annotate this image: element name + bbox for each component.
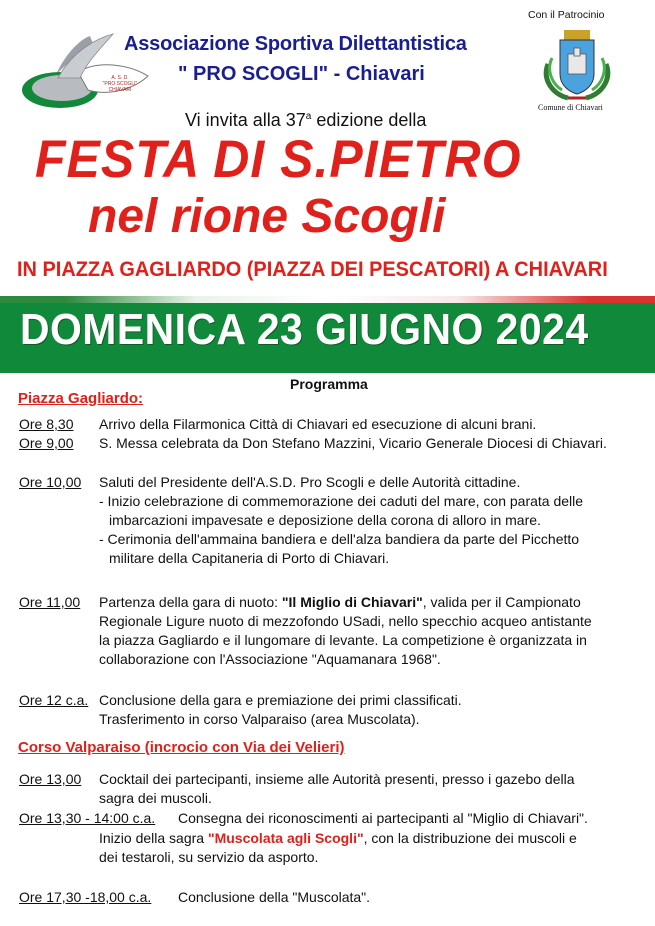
desc-1200-b: Trasferimento in corso Valparaiso (area Muscolata). — [99, 711, 420, 727]
desc-1100-c: la piazza Gagliardo e il lungomare di levante. La competizione è organizzata in — [99, 632, 587, 648]
desc-1730: Conclusione della "Muscolata". — [178, 889, 371, 905]
time-1730: Ore 17,30 -18,00 c.a. — [19, 889, 152, 905]
desc-1330-c: dei testaroli, su servizio da asporto. — [99, 849, 319, 865]
association-subname: " PRO SCOGLI" - Chiavari — [178, 63, 425, 85]
event-date: DOMENICA 23 GIUGNO 2024 — [20, 305, 589, 354]
time-1100: Ore 11,00 — [19, 594, 81, 610]
event-date-banner — [0, 303, 655, 373]
invitation-line: Vi invita alla 37$^a$ edizione della — [185, 110, 427, 130]
time-1300: Ore 13,00 — [19, 771, 82, 787]
desc-1000-b: - Inizio celebrazione di commemorazione dei caduti del mare, con parata delle — [99, 493, 584, 509]
logo-text-3: CHIAVARI — [108, 87, 132, 93]
program-heading: Programma — [290, 376, 368, 392]
coat-of-arms-icon — [538, 24, 616, 104]
desc-1300-a: Cocktail dei partecipanti, insieme alle Autorità presenti, presso i gazebo della — [99, 771, 575, 787]
section-piazza-gagliardo: Piazza Gagliardo: — [18, 390, 144, 407]
time-1330: Ore 13,30 - 14:00 c.a. — [19, 810, 156, 826]
association-name: Associazione Sportiva Dilettantistica — [124, 33, 467, 55]
event-title: FESTA DI S.PIETRO — [35, 130, 522, 189]
desc-1000-c: imbarcazioni impavesate e deposizione della corona di alloro in mare. — [109, 512, 541, 528]
desc-1000: Saluti del Presidente dell'A.S.D. Pro Scogli e delle Autorità cittadine. — [99, 474, 521, 490]
desc-0900: S. Messa celebrata da Don Stefano Mazzini, Vicario Generale Diocesi di Chiavari. — [99, 435, 607, 451]
desc-1300-b: sagra dei muscoli. — [99, 790, 212, 806]
desc-1200-a: Conclusione della gara e premiazione dei primi classificati. — [99, 692, 462, 708]
section-corso-valparaiso: Corso Valparaiso (incrocio con Via dei Velieri) — [18, 739, 345, 756]
comune-label: Comune di Chiavari — [538, 103, 603, 112]
time-1000: Ore 10,00 — [19, 474, 82, 490]
desc-1100-d: collaborazione con l'Associazione "Aquamanara 1968". — [99, 651, 441, 667]
event-location: IN PIAZZA GAGLIARDO (PIAZZA DEI PESCATORI) A CHIAVARI — [17, 258, 608, 281]
logo-text-2: "PRO SCOGLI" — [102, 81, 138, 87]
desc-1330-a: Consegna dei riconoscimenti ai partecipanti al "Miglio di Chiavari". — [178, 810, 588, 826]
patronage-label: Con il Patrocinio — [528, 9, 605, 21]
event-subtitle: nel rione Scogli — [88, 190, 446, 243]
logo-text-1: A. S. D. — [111, 75, 129, 81]
time-0900: Ore 9,00 — [19, 435, 74, 451]
desc-1100-a: Partenza della gara di nuoto: "Il Miglio di Chiavari", valida per il Campionato — [99, 594, 581, 610]
desc-1000-e: militare della Capitaneria di Porto di Chiavari. — [109, 550, 390, 566]
desc-1000-d: - Cerimonia dell'ammaina bandiera e dell'alza bandiera da parte del Picchetto — [99, 531, 580, 547]
desc-0830: Arrivo della Filarmonica Città di Chiavari ed esecuzione di alcuni brani. — [99, 416, 537, 432]
time-1200: Ore 12 c.a. — [19, 692, 89, 708]
desc-1100-b: Regionale Ligure nuoto di mezzofondo USadi, nello specchio acqueo antistante — [99, 613, 592, 629]
time-0830: Ore 8,30 — [19, 416, 74, 432]
desc-1330-b: Inizio della sagra "Muscolata agli Scogli", con la distribuzione dei muscoli e — [99, 830, 577, 846]
